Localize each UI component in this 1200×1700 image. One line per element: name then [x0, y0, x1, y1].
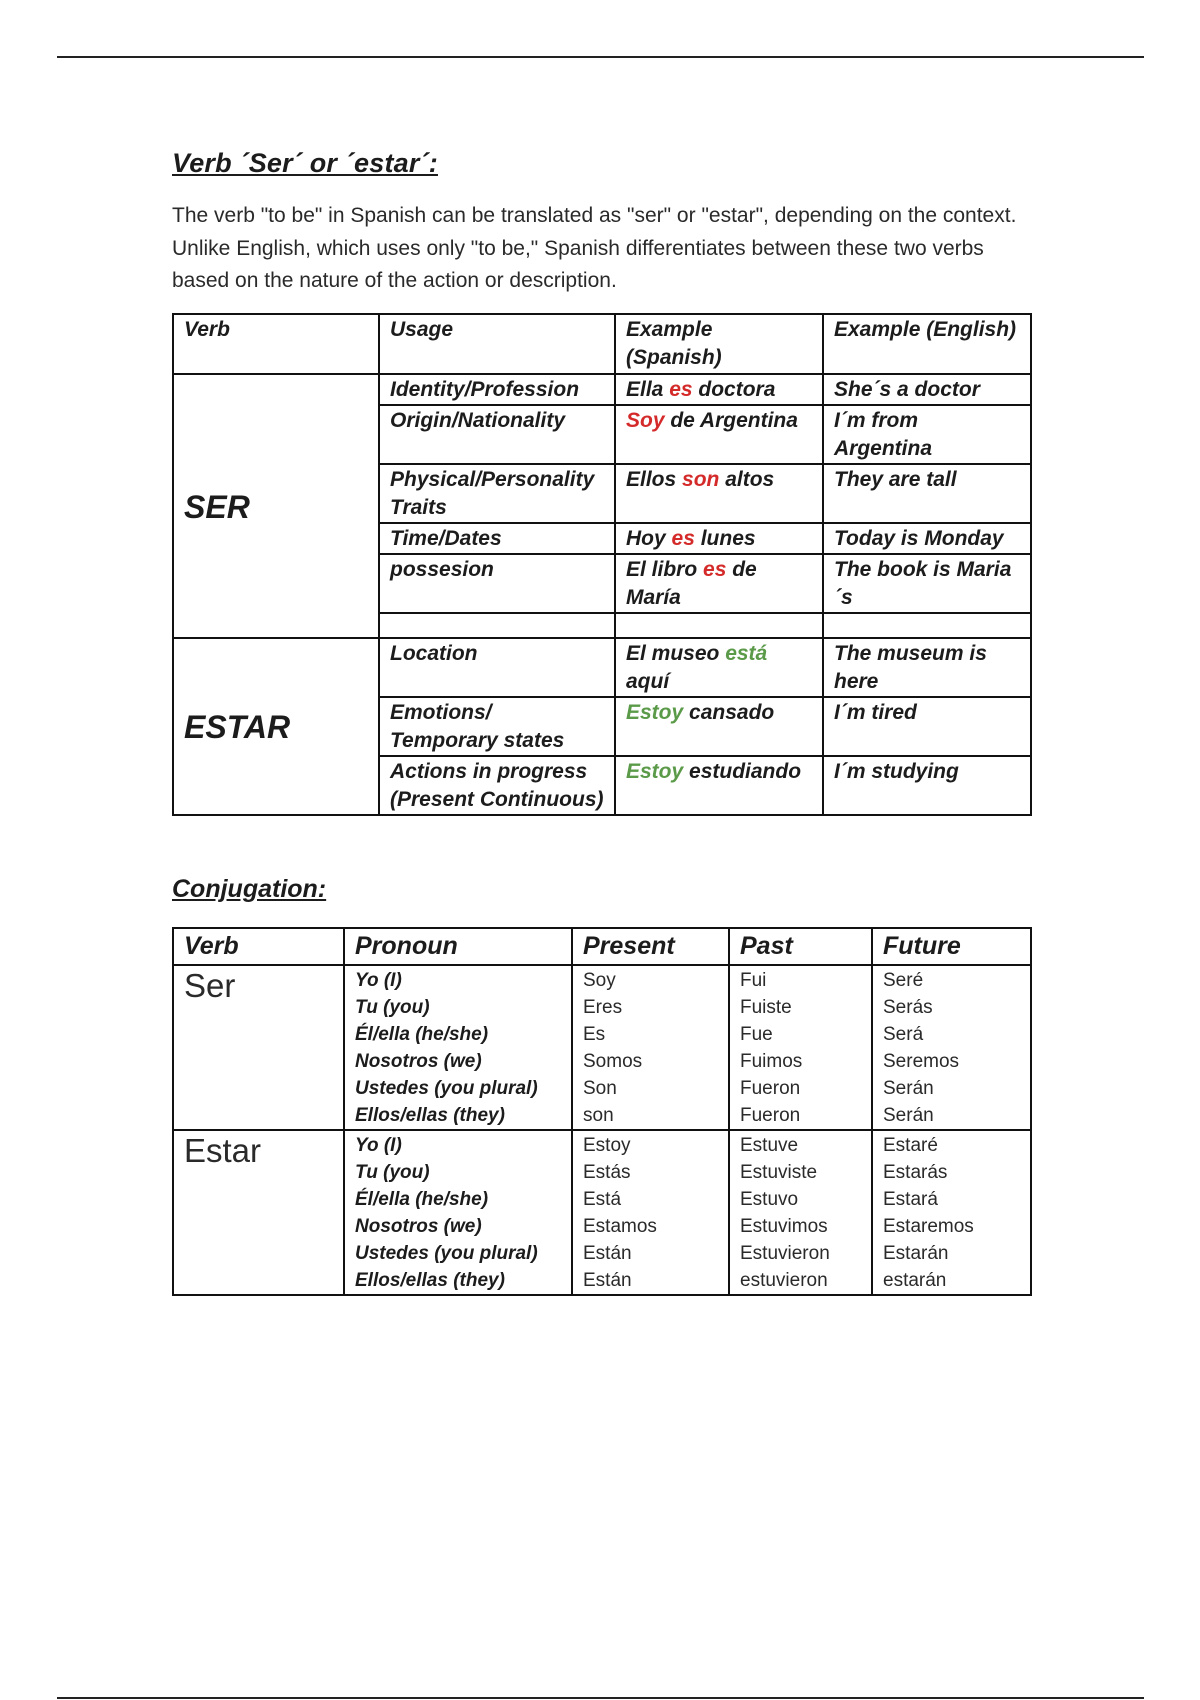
example-spanish-prefix: Hoy — [626, 527, 672, 550]
example-spanish-suffix: altos — [719, 468, 775, 491]
usage-table — [172, 313, 1032, 816]
example-verb-highlight: es — [703, 558, 727, 581]
estar-future-form-cell — [872, 1130, 1031, 1295]
example-spanish-cell — [615, 697, 823, 756]
future-form: Estarás — [883, 1162, 948, 1183]
future-form: Serán — [883, 1078, 934, 1099]
example-english-cell: I´m tired — [823, 697, 1031, 756]
future-form: estarán — [883, 1270, 947, 1291]
ser-pronoun-cell — [344, 965, 572, 1130]
present-form: Están — [583, 1270, 632, 1291]
future-form: Estaré — [883, 1135, 938, 1156]
estar-verb-label: ESTAR — [173, 638, 379, 815]
conj-header-future: Future — [872, 928, 1031, 965]
past-form: Fuimos — [740, 1051, 803, 1072]
example-english-cell: She´s a doctor — [823, 374, 1031, 405]
example-spanish-cell — [615, 554, 823, 613]
usage-table-body — [173, 374, 1031, 815]
example-english-cell — [823, 613, 1031, 638]
past-form: estuvieron — [740, 1270, 828, 1291]
usage-cell: Location — [379, 638, 615, 697]
usage-cell: Actions in progress (Present Continuous) — [379, 756, 615, 815]
usage-header-example-english: Example (English) — [823, 314, 1031, 374]
future-form: Seremos — [883, 1051, 960, 1072]
conjugation-table — [172, 927, 1032, 1296]
past-form: Estuve — [740, 1135, 799, 1156]
example-verb-highlight: es — [671, 527, 695, 550]
pronoun: Ustedes (you plural) — [355, 1243, 538, 1264]
example-spanish-prefix: El museo — [626, 642, 726, 665]
future-form: Estaremos — [883, 1216, 974, 1237]
example-spanish-suffix: lunes — [694, 527, 756, 550]
pronoun: Él/ella (he/she) — [355, 1024, 489, 1045]
past-form: Fueron — [740, 1105, 801, 1126]
pronoun: Él/ella (he/she) — [355, 1189, 489, 1210]
example-spanish-prefix: Ella — [626, 378, 670, 401]
future-form: Será — [883, 1024, 924, 1045]
ser-future-form-cell — [872, 965, 1031, 1130]
present-form: Estoy — [583, 1135, 631, 1156]
ser-present-form-cell — [572, 965, 729, 1130]
example-spanish-suffix: doctora — [692, 378, 776, 401]
conjugation-table-body — [173, 965, 1031, 1295]
example-verb-highlight: Estoy — [626, 760, 684, 783]
pronoun: Ellos/ellas (they) — [355, 1270, 505, 1291]
estar-past-form-cell — [729, 1130, 872, 1295]
past-form: Estuvo — [740, 1189, 799, 1210]
example-verb-highlight: es — [669, 378, 693, 401]
pronoun: Tu (you) — [355, 1162, 430, 1183]
pronoun: Nosotros (we) — [355, 1216, 482, 1237]
past-form: Estuvieron — [740, 1243, 830, 1264]
example-spanish-cell — [615, 613, 823, 638]
ser-conjugation-row — [173, 965, 1031, 1130]
estar-usage-row — [173, 638, 1031, 697]
usage-cell — [379, 613, 615, 638]
pronoun: Ustedes (you plural) — [355, 1078, 538, 1099]
example-spanish-suffix: aquí — [626, 670, 670, 693]
example-spanish-suffix: cansado — [683, 701, 775, 724]
estar-pronoun-cell — [344, 1130, 572, 1295]
example-verb-highlight: son — [682, 468, 720, 491]
example-english-cell: The book is Maria ´s — [823, 554, 1031, 613]
present-form: Está — [583, 1189, 622, 1210]
usage-cell: Physical/Personality Traits — [379, 464, 615, 523]
example-english-cell: The museum is here — [823, 638, 1031, 697]
pronoun: Ellos/ellas (they) — [355, 1105, 505, 1126]
estar-conj-verb: Estar — [173, 1130, 344, 1295]
example-spanish-cell — [615, 374, 823, 405]
past-form: Estuvimos — [740, 1216, 828, 1237]
example-spanish-cell — [615, 523, 823, 554]
example-spanish-cell — [615, 638, 823, 697]
example-spanish-prefix: Ellos — [626, 468, 683, 491]
estar-present-form-cell — [572, 1130, 729, 1295]
usage-cell: Origin/Nationality — [379, 405, 615, 464]
future-form: Seré — [883, 970, 924, 991]
usage-cell: possesion — [379, 554, 615, 613]
past-form: Fueron — [740, 1078, 801, 1099]
example-spanish-cell — [615, 756, 823, 815]
example-english-cell: They are tall — [823, 464, 1031, 523]
future-form: Serás — [883, 997, 933, 1018]
page-title: Verb ´Ser´ or ´estar´: — [172, 148, 438, 178]
ser-past-form-cell — [729, 965, 872, 1130]
past-form: Fue — [740, 1024, 773, 1045]
usage-cell: Identity/Profession — [379, 374, 615, 405]
conjugation-heading: Conjugation: — [172, 875, 327, 903]
present-form: Es — [583, 1024, 606, 1045]
example-english-cell: I´m studying — [823, 756, 1031, 815]
present-form: Están — [583, 1243, 632, 1264]
pronoun: Yo (I) — [355, 970, 402, 991]
conj-header-past: Past — [729, 928, 872, 965]
present-form: Son — [583, 1078, 617, 1099]
estar-conjugation-row — [173, 1130, 1031, 1295]
example-spanish-cell — [615, 405, 823, 464]
usage-cell: Time/Dates — [379, 523, 615, 554]
example-spanish-suffix: de María — [626, 558, 757, 609]
present-form: Estamos — [583, 1216, 657, 1237]
usage-header-example-spanish: Example (Spanish) — [615, 314, 823, 374]
pronoun: Tu (you) — [355, 997, 430, 1018]
example-spanish-cell — [615, 464, 823, 523]
example-verb-highlight: está — [725, 642, 768, 665]
example-english-cell: I´m from Argentina — [823, 405, 1031, 464]
conjugation-header-row — [173, 928, 1031, 965]
usage-header-usage: Usage — [379, 314, 615, 374]
past-form: Estuviste — [740, 1162, 818, 1183]
past-form: Fuiste — [740, 997, 792, 1018]
ser-usage-row — [173, 374, 1031, 405]
present-form: Estás — [583, 1162, 631, 1183]
ser-verb-label: SER — [173, 374, 379, 638]
usage-cell: Emotions/ Temporary states — [379, 697, 615, 756]
pronoun: Nosotros (we) — [355, 1051, 482, 1072]
example-spanish-suffix: estudiando — [683, 760, 802, 783]
present-form: Eres — [583, 997, 623, 1018]
pronoun: Yo (I) — [355, 1135, 402, 1156]
conj-header-pronoun: Pronoun — [344, 928, 572, 965]
page-top-rule — [57, 56, 1144, 58]
present-form: son — [583, 1105, 614, 1126]
future-form: Estará — [883, 1189, 938, 1210]
usage-header-verb: Verb — [173, 314, 379, 374]
present-form: Somos — [583, 1051, 643, 1072]
ser-conj-verb: Ser — [173, 965, 344, 1130]
example-spanish-prefix: El libro — [626, 558, 704, 581]
future-form: Serán — [883, 1105, 934, 1126]
intro-paragraph: The verb "to be" in Spanish can be translated as "ser" or "estar", depending on the context. Unlike English, which uses only "to be," Spanish differentiates between these two verbs based on the nature of the action or description. — [172, 204, 1017, 292]
present-form: Soy — [583, 970, 616, 991]
example-verb-highlight: Soy — [626, 409, 665, 432]
past-form: Fui — [740, 970, 767, 991]
example-english-cell: Today is Monday — [823, 523, 1031, 554]
example-verb-highlight: Estoy — [626, 701, 684, 724]
conj-header-present: Present — [572, 928, 729, 965]
usage-table-header — [173, 314, 1031, 374]
example-spanish-suffix: de Argentina — [664, 409, 798, 432]
future-form: Estarán — [883, 1243, 949, 1264]
conj-header-verb: Verb — [173, 928, 344, 965]
page-bottom-rule — [57, 1697, 1144, 1699]
